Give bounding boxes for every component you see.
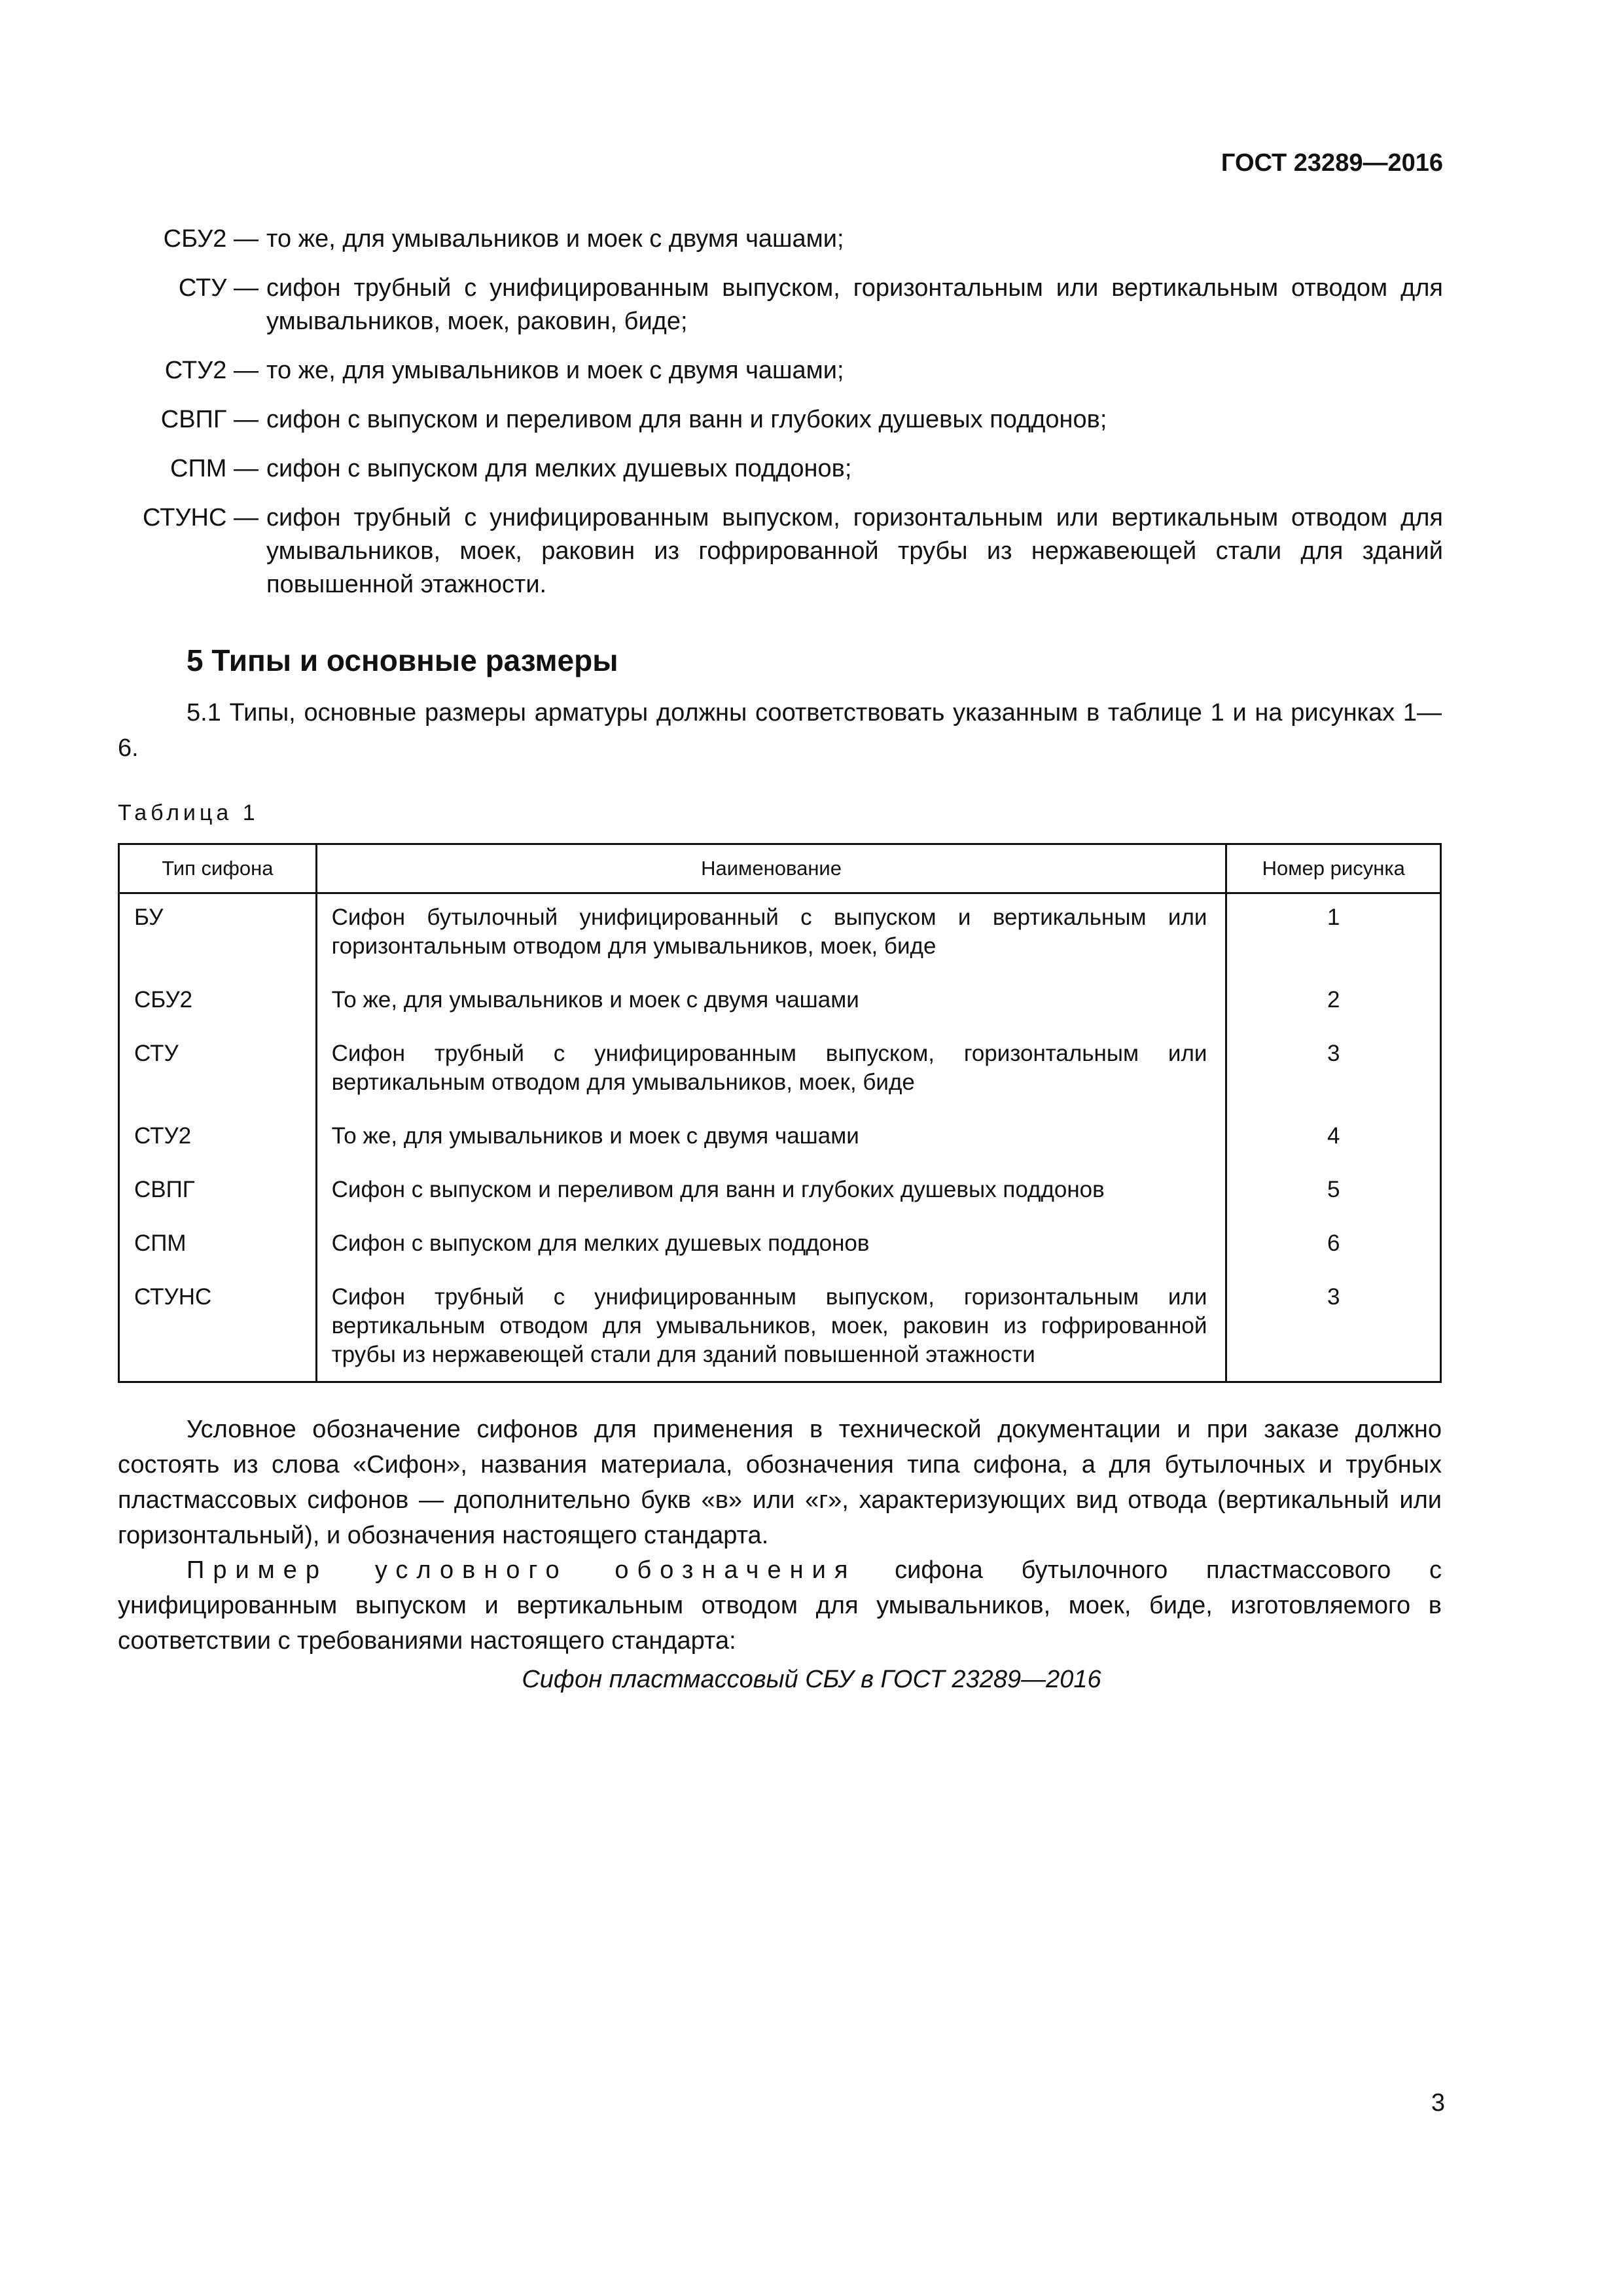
definition-abbr: СТУНС — — [143, 504, 259, 531]
column-header-figure: Номер рисунка — [1226, 844, 1441, 893]
cell-name: То же, для умывальников и моек с двумя чашами — [331, 987, 859, 1013]
definition-item — [111, 501, 1443, 601]
definition-text: то же, для умывальников и моек с двумя чашами; — [266, 357, 844, 384]
cell-type: СТУНС — [134, 1284, 212, 1310]
cell-name: То же, для умывальников и моек с двумя чашами — [331, 1123, 859, 1149]
cell-figure: 5 — [1327, 1177, 1340, 1202]
definition-text: сифон трубный с унифицированным выпуском, горизонтальным или вертикальным отводом для умывальников, моек, раковин, биде; — [266, 274, 1443, 335]
definition-text: сифон с выпуском и переливом для ванн и глубоких душевых поддонов; — [266, 406, 1107, 433]
definition-item — [111, 452, 1443, 486]
page-number: 3 — [1431, 2089, 1445, 2117]
cell-type: СТУ — [134, 1041, 179, 1066]
definition-abbr: СТУ2 — — [164, 357, 259, 384]
cell-figure: 6 — [1327, 1230, 1340, 1256]
definition-abbr: СТУ — — [178, 274, 259, 302]
table-row — [119, 1030, 1441, 1113]
table-row — [119, 1113, 1441, 1166]
table-caption: Таблица 1 — [118, 800, 259, 825]
cell-name: Сифон трубный с унифицированным выпуском, горизонтальным или вертикальным отводом для умывальников, моек, биде — [331, 1041, 1207, 1095]
table-header-row — [119, 844, 1441, 893]
cell-figure: 4 — [1327, 1123, 1340, 1149]
definition-text: то же, для умывальников и моек с двумя чашами; — [266, 225, 844, 253]
column-header-name: Наименование — [316, 844, 1226, 893]
definition-text: сифон с выпуском для мелких душевых поддонов; — [266, 455, 852, 482]
table-row — [119, 1220, 1441, 1274]
table-row — [119, 893, 1441, 977]
cell-type: СВПГ — [134, 1177, 195, 1202]
siphon-types-table — [118, 843, 1442, 1383]
standard-header: ГОСТ 23289—2016 — [1221, 149, 1443, 177]
table-row — [119, 977, 1441, 1030]
definition-text: сифон трубный с унифицированным выпуском, горизонтальным или вертикальным отводом для умывальников, моек, раковин из гофрированной трубы из нержавеющей стали для зданий повышенной этажности. — [266, 504, 1443, 598]
designation-paragraph: Условное обозначение сифонов для применения в технической документации и при заказе должно состоять из слова «Сифон», названия материала, обозначения типа сифона, а для бутылочных и трубных пластмассовых сифонов — дополнительно букв «в» или «г», характеризующих вид отвода (вертикальный или горизонтальный), и обозначения настоящего стандарта. — [118, 1416, 1442, 1549]
definition-abbr: СВПГ — — [160, 406, 259, 433]
definition-abbr: СПМ — — [170, 455, 259, 482]
example-formula: Сифон пластмассовый СБУ в ГОСТ 23289—2016 — [522, 1666, 1101, 1693]
cell-name: Сифон с выпуском и переливом для ванн и глубоких душевых поддонов — [331, 1177, 1105, 1202]
definition-item — [111, 403, 1443, 437]
cell-name: Сифон трубный с унифицированным выпуском, горизонтальным или вертикальным отводом для умывальников, моек, раковин из гофрированной трубы из нержавеющей стали для зданий повышенной этажности — [331, 1284, 1207, 1367]
definitions-list — [111, 223, 1443, 617]
cell-type: СБУ2 — [134, 987, 193, 1013]
cell-name: Сифон бутылочный унифицированный с выпуском и вертикальным или горизонтальным отводом для умывальников, моек, биде — [331, 905, 1207, 959]
cell-figure: 2 — [1327, 987, 1340, 1013]
cell-type: СПМ — [134, 1230, 187, 1256]
cell-type: БУ — [134, 905, 164, 930]
definition-item — [111, 354, 1443, 387]
definition-abbr: СБУ2 — — [163, 225, 259, 253]
cell-type: СТУ2 — [134, 1123, 192, 1149]
example-text: сифона бутылочного пластмассового с унифицированным выпуском и вертикальным отводом для умывальников, моек, биде, изготовляемого в соответствии с требованиями настоящего стандарта: — [118, 1556, 1442, 1655]
definition-item — [111, 223, 1443, 256]
cell-name: Сифон с выпуском для мелких душевых поддонов — [331, 1230, 870, 1256]
section-title: 5 Типы и основные размеры — [187, 643, 618, 677]
example-label: Пример условного обозначения — [187, 1556, 857, 1584]
example-paragraph — [118, 1552, 1442, 1659]
cell-figure: 1 — [1327, 905, 1340, 930]
table-row — [119, 1274, 1441, 1382]
definition-item — [111, 272, 1443, 338]
table-row — [119, 1166, 1441, 1220]
cell-figure: 3 — [1327, 1041, 1340, 1066]
section-paragraph: 5.1 Типы, основные размеры арматуры должны соответствовать указанным в таблице 1 и на рисунках 1—6. — [118, 699, 1442, 762]
column-header-type: Тип сифона — [119, 844, 317, 893]
cell-figure: 3 — [1327, 1284, 1340, 1310]
